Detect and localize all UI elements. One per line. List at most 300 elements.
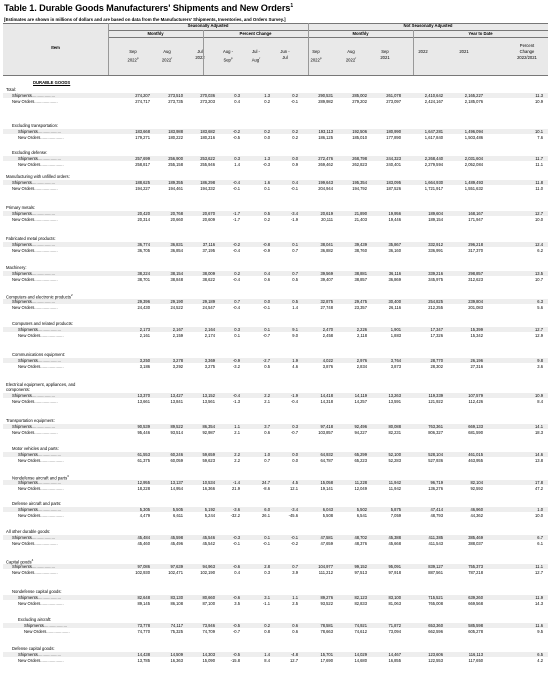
seasonally-adjusted-heading: Seasonally Adjusted xyxy=(187,23,229,28)
table-cell: 11.6 xyxy=(535,623,543,628)
table-cell: 45,460 xyxy=(137,541,150,546)
group-title xyxy=(6,205,35,210)
column-heading xyxy=(272,49,298,61)
table-cell: 189,154 xyxy=(428,217,443,222)
table-cell: 5,505 xyxy=(172,507,183,512)
column-heading-line2: 2022$^r$ xyxy=(161,56,173,63)
table-cell: 26.1 xyxy=(262,513,270,518)
table-cell: 80,660 xyxy=(202,595,215,600)
table-cell: 6.2 xyxy=(537,248,543,253)
leader-dots: .................... xyxy=(31,271,56,276)
leader-dots: .................... xyxy=(31,299,56,304)
row-label: New Orders.................... xyxy=(18,364,64,369)
table-cell: 27,316 xyxy=(470,364,483,369)
table-cell: 26,196 xyxy=(470,358,483,363)
table-cell: 116,113 xyxy=(468,652,483,657)
leader-dots: .................... xyxy=(31,180,56,185)
group-title-text: Defense capital goods: xyxy=(12,646,55,651)
table-cell: 90,539 xyxy=(137,424,150,429)
table-cell: 45,484 xyxy=(137,535,150,540)
table-cell: 1,617,840 xyxy=(424,135,443,140)
row-label: Shipments.................... xyxy=(18,507,62,512)
table-cell: 78,581 xyxy=(320,623,333,628)
leader-dots: .................... xyxy=(34,99,58,104)
group-title-text: Communications equipment: xyxy=(12,352,66,357)
table-cell: 60,246 xyxy=(170,452,183,457)
table-cell: 36,882 xyxy=(320,248,333,253)
row-label: New Orders.................... xyxy=(24,629,70,634)
table-cell: 45,668 xyxy=(388,541,401,546)
table-cell: 36,854 xyxy=(170,248,183,253)
table-cell: 2,279,594 xyxy=(424,162,443,167)
table-cell: 268,798 xyxy=(352,156,367,161)
row-label: New Orders.................... xyxy=(12,217,58,222)
table-cell: 24,522 xyxy=(170,305,183,310)
table-cell: 279,202 xyxy=(352,99,367,104)
table-cell: 10.9 xyxy=(535,99,543,104)
group-title-text: Capital goods xyxy=(6,559,32,565)
row-label: New Orders.................... xyxy=(12,99,58,104)
column-heading-line1: Jun - xyxy=(280,49,290,54)
table-cell: 112,426 xyxy=(468,399,483,404)
table-cell: 258,817 xyxy=(135,162,150,167)
table-cell: 14,509 xyxy=(170,652,183,657)
table-cell: 183,668 xyxy=(135,129,150,134)
table-cell: 36,116 xyxy=(388,271,401,276)
row-label: Shipments.................... xyxy=(12,93,56,98)
column-heading xyxy=(445,49,483,55)
group-title xyxy=(6,174,70,179)
table-cell: 681,590 xyxy=(468,430,483,435)
table-cell: 4.2 xyxy=(537,658,543,663)
table-cell: 20,609 xyxy=(202,217,215,222)
table-cell: 11,942 xyxy=(388,486,401,491)
leader-dots: .................... xyxy=(31,564,56,569)
table-cell: 83,130 xyxy=(170,595,183,600)
table-cell: 45,546 xyxy=(202,535,215,540)
table-cell: -0.7 xyxy=(290,430,298,435)
table-cell: 30,400 xyxy=(388,299,401,304)
table-cell: 16,855 xyxy=(388,658,401,663)
table-cell: 10.9 xyxy=(535,393,543,398)
table-cell: 3.9 xyxy=(292,570,298,575)
leader-dots: .................... xyxy=(31,93,56,98)
table-cell: 102,471 xyxy=(168,570,183,575)
leader-dots: .................... xyxy=(37,129,62,134)
table-cell: 12.4 xyxy=(535,242,543,247)
table-cell: 29,396 xyxy=(137,299,150,304)
table-cell: -1.9 xyxy=(290,217,298,222)
table-cell: 273,097 xyxy=(386,99,401,104)
group-title xyxy=(12,446,59,451)
table-cell: 38,041 xyxy=(320,242,333,247)
table-cell: 19,956 xyxy=(388,211,401,216)
table-cell: 194,792 xyxy=(352,186,367,191)
row-label: Shipments.................... xyxy=(12,180,56,185)
table-cell: 1.3 xyxy=(264,156,270,161)
table-cell: -0.7 xyxy=(262,333,270,338)
table-cell: 12.1 xyxy=(290,486,298,491)
monthly-heading: Monthly xyxy=(147,31,164,36)
row-label: Shipments.................... xyxy=(12,564,56,569)
table-cell: 47,581 xyxy=(320,535,333,540)
monthly-ytd-divider xyxy=(413,30,414,75)
table-cell: 186,298 xyxy=(200,180,215,185)
table-cell: 47.2 xyxy=(535,486,543,491)
row-label: New Orders.................... xyxy=(18,513,64,518)
table-cell: 5,875 xyxy=(390,507,401,512)
row-label: New Orders.................... xyxy=(18,658,64,663)
group-title xyxy=(6,87,16,92)
column-heading-line2: Sep$^p$ xyxy=(223,56,233,63)
table-cell: 262,823 xyxy=(352,162,367,167)
table-cell: 839,127 xyxy=(428,564,443,569)
table-cell: 95,446 xyxy=(137,430,150,435)
table-cell: 0.4 xyxy=(234,570,240,575)
table-cell: 0.2 xyxy=(264,217,270,222)
table-cell: -0.4 xyxy=(232,277,240,282)
table-cell: -0.3 xyxy=(262,162,270,167)
column-heading-line1: Sep xyxy=(381,49,389,54)
table-cell: 12.7 xyxy=(535,327,543,332)
leader-dots: .................... xyxy=(31,211,56,216)
table-title: Table 1. Durable Goods Manufacturers' Shipments and New Orders$^1$ xyxy=(4,3,293,14)
table-cell: 183,682 xyxy=(200,129,215,134)
leader-dots: .................... xyxy=(40,135,64,140)
row-label: New Orders.................... xyxy=(12,399,58,404)
table-cell: -0.6 xyxy=(232,564,240,569)
table-cell: 102,930 xyxy=(135,570,150,575)
table-cell: 273,203 xyxy=(200,99,215,104)
sa-rule xyxy=(108,30,308,31)
row-label: Shipments.................... xyxy=(12,424,56,429)
table-cell: 82,231 xyxy=(388,430,401,435)
year-to-date-heading: Year to Date xyxy=(468,31,493,36)
table-cell: 240,401 xyxy=(386,162,401,167)
table-cell: 82,104 xyxy=(470,480,483,485)
table-cell: -0.4 xyxy=(232,248,240,253)
table-cell: 38,154 xyxy=(170,271,183,276)
table-cell: 16,363 xyxy=(170,658,183,663)
row-label: New Orders.................... xyxy=(18,162,64,167)
leader-dots: .................... xyxy=(37,452,62,457)
table-cell: 38,760 xyxy=(354,248,367,253)
table-cell: 73,778 xyxy=(137,623,150,628)
table-cell: 192,506 xyxy=(352,129,367,134)
table-cell: 5,508 xyxy=(322,513,333,518)
table-cell: 290,531 xyxy=(318,93,333,98)
table-cell: 185,010 xyxy=(352,135,367,140)
leader-dots: .................... xyxy=(43,623,68,628)
row-label: New Orders.................... xyxy=(12,248,58,253)
table-cell: 44,362 xyxy=(470,513,483,518)
table-cell: 285,002 xyxy=(352,93,367,98)
table-cell: 17,326 xyxy=(430,333,443,338)
group-title xyxy=(12,123,58,128)
table-cell: 194,227 xyxy=(135,186,150,191)
table-cell: 39,569 xyxy=(320,271,333,276)
table-cell: 1.1 xyxy=(234,424,240,429)
table-cell: 94,963 xyxy=(202,564,215,569)
table-cell: 0.3 xyxy=(234,93,240,98)
table-cell: 2,159 xyxy=(172,333,183,338)
table-cell: 78,663 xyxy=(320,629,333,634)
table-cell: 74,921 xyxy=(354,623,367,628)
table-cell: 74,612 xyxy=(354,629,367,634)
table-cell: 73,946 xyxy=(202,623,215,628)
table-cell: 39,407 xyxy=(320,277,333,282)
group-title-text: Computers and related products: xyxy=(12,321,73,326)
table-cell: 2,458 xyxy=(322,333,333,338)
table-cell: 9.5 xyxy=(537,629,543,634)
table-cell: 93,522 xyxy=(320,601,333,606)
column-heading-line1: Sep xyxy=(129,49,137,54)
table-cell: 21.9 xyxy=(232,486,240,491)
table-cell: 32,875 xyxy=(320,299,333,304)
table-cell: 29,190 xyxy=(170,299,183,304)
header-bottom-rule xyxy=(3,75,548,76)
leader-dots: .................... xyxy=(34,248,58,253)
table-cell: 93,514 xyxy=(170,430,183,435)
table-cell: 2.5 xyxy=(292,601,298,606)
table-cell: 528,104 xyxy=(428,452,443,457)
table-cell: 14,318 xyxy=(320,399,333,404)
leader-dots: .................... xyxy=(34,277,58,282)
table-cell: 2,174 xyxy=(204,333,215,338)
monthly-nsa-heading: Monthly xyxy=(352,31,369,36)
table-cell: 59,659 xyxy=(202,452,215,457)
table-cell: 3,186 xyxy=(139,364,150,369)
group-title xyxy=(6,418,55,423)
table-cell: 0.3 xyxy=(234,156,240,161)
table-cell: 104,977 xyxy=(318,564,333,569)
table-cell: -0.2 xyxy=(290,541,298,546)
table-cell: 201,083 xyxy=(468,305,483,310)
row-label: Shipments.................... xyxy=(24,623,68,628)
table-cell: 180,222 xyxy=(168,135,183,140)
table-cell: 5,192 xyxy=(204,507,215,512)
table-cell: 111,212 xyxy=(318,570,333,575)
row-label: New Orders.................... xyxy=(12,305,58,310)
table-cell: 0.6 xyxy=(292,629,298,634)
group-title-text: Electrical equipment, appliances, and components: xyxy=(6,382,76,392)
leader-dots: .................... xyxy=(34,541,58,546)
table-cell: 2,834 xyxy=(356,364,367,369)
column-heading-line2: 2022$^p$ xyxy=(127,56,139,63)
table-cell: 89,276 xyxy=(320,595,333,600)
group-title-text: Excluding transportation: xyxy=(12,123,59,128)
column-heading-footnote: r xyxy=(171,56,173,60)
table-cell: 11.3 xyxy=(535,93,543,98)
table-cell: 1.4 xyxy=(264,652,270,657)
table-cell: 0.2 xyxy=(292,129,298,134)
table-cell: 1.4 xyxy=(234,162,240,167)
table-cell: 5,305 xyxy=(139,507,150,512)
table-cell: 2.8 xyxy=(264,564,270,569)
table-cell: 0.2 xyxy=(292,93,298,98)
table-cell: -0.1 xyxy=(290,99,298,104)
leader-dots: .................... xyxy=(40,333,64,338)
column-heading xyxy=(369,49,401,61)
table-cell: 0.2 xyxy=(264,623,270,628)
table-cell: 274,207 xyxy=(135,93,150,98)
table-cell: 13,591 xyxy=(388,399,401,404)
table-cell: 15,342 xyxy=(470,333,483,338)
table-cell: 13,841 xyxy=(170,399,183,404)
table-cell: 2.2 xyxy=(234,458,240,463)
table-cell: -0.5 xyxy=(232,135,240,140)
row-label: Shipments.................... xyxy=(18,327,62,332)
table-cell: 9.0 xyxy=(292,333,298,338)
table-cell: 14,438 xyxy=(137,652,150,657)
table-cell: 257,699 xyxy=(135,156,150,161)
table-cell: 11.7 xyxy=(535,156,543,161)
group-title-footnote: 4 xyxy=(31,558,34,562)
group-title-text: Motor vehicles and parts: xyxy=(12,446,59,451)
column-heading xyxy=(335,49,367,63)
table-cell: 26,116 xyxy=(388,305,401,310)
group-title-footnote: 2 xyxy=(70,293,73,297)
table-cell: 0.0 xyxy=(292,458,298,463)
table-cell: 2,165,227 xyxy=(464,93,483,98)
column-heading xyxy=(242,49,270,63)
group-title xyxy=(12,352,65,357)
row-label: New Orders.................... xyxy=(12,277,58,282)
row-label: Shipments.................... xyxy=(12,242,56,247)
group-title xyxy=(12,646,55,651)
table-cell: -4.8 xyxy=(290,652,298,657)
table-cell: 21,890 xyxy=(354,211,367,216)
table-cell: 0.9 xyxy=(292,162,298,167)
table-cell: 12,049 xyxy=(354,486,367,491)
table-cell: 2,161 xyxy=(139,333,150,338)
table-cell: 3,278 xyxy=(172,358,183,363)
table-cell: 345,975 xyxy=(428,277,443,282)
row-label: Shipments.................... xyxy=(12,393,56,398)
table-cell: 0.7 xyxy=(292,248,298,253)
column-heading-line1: Percent Change xyxy=(519,43,535,54)
table-cell: -0.2 xyxy=(232,129,240,134)
table-cell: 75,325 xyxy=(170,629,183,634)
table-cell: 97,086 xyxy=(137,564,150,569)
header-top-rule xyxy=(3,23,548,24)
leader-dots: .................... xyxy=(40,486,64,491)
table-cell: 17,347 xyxy=(430,327,443,332)
table-cell: 8.4 xyxy=(537,399,543,404)
table-cell: 47,659 xyxy=(320,541,333,546)
column-heading-line2: Aug$^r$ xyxy=(251,56,261,63)
table-cell: 29,475 xyxy=(354,299,367,304)
table-cell: 14,257 xyxy=(354,399,367,404)
table-cell: 261,078 xyxy=(386,93,401,98)
table-cell: 59,623 xyxy=(202,458,215,463)
group-title-text: Fabricated metal products: xyxy=(6,236,56,241)
table-cell: 13,661 xyxy=(137,399,150,404)
table-cell: 10.7 xyxy=(535,277,543,282)
table-cell: 6.3 xyxy=(537,299,543,304)
column-heading-footnote: r xyxy=(259,56,261,60)
section-title: DURABLE GOODS xyxy=(33,80,71,85)
table-cell: 1,647,281 xyxy=(424,129,443,134)
table-cell: 2,185,076 xyxy=(464,99,483,104)
table-cell: 123,606 xyxy=(428,652,443,657)
table-cell: 2,167 xyxy=(172,327,183,332)
table-cell: 1.0 xyxy=(537,507,543,512)
leader-dots: .................... xyxy=(40,458,64,463)
table-cell: 13,137 xyxy=(170,480,183,485)
table-cell: 19,141 xyxy=(320,486,333,491)
table-cell: 38,857 xyxy=(354,277,367,282)
table-cell: 0.0 xyxy=(264,135,270,140)
column-heading-line1: Jul xyxy=(197,49,203,54)
table-cell: 1.9 xyxy=(292,358,298,363)
table-cell: -3.6 xyxy=(232,507,240,512)
table-cell: 64,932 xyxy=(320,452,333,457)
table-cell: 336,991 xyxy=(428,248,443,253)
row-label: Shipments.................... xyxy=(12,211,56,216)
nsa-rule xyxy=(308,30,548,31)
column-heading-line1: Aug xyxy=(163,49,171,54)
leader-dots: .................... xyxy=(37,507,62,512)
table-cell: 765,008 xyxy=(428,601,443,606)
table-cell: 183,095 xyxy=(386,180,401,185)
table-cell: 0.5 xyxy=(264,364,270,369)
table-cell: 0.2 xyxy=(264,129,270,134)
table-cell: 2,052,084 xyxy=(464,162,483,167)
table-cell: 24,430 xyxy=(137,305,150,310)
table-cell: -0.9 xyxy=(232,358,240,363)
row-label: New Orders.................... xyxy=(12,186,58,191)
table-cell: 194,461 xyxy=(168,186,183,191)
table-cell: 14,029 xyxy=(354,652,367,657)
table-cell: 45,496 xyxy=(170,541,183,546)
column-heading xyxy=(116,49,150,63)
table-cell: 3,764 xyxy=(390,358,401,363)
table-cell: 273,510 xyxy=(168,93,183,98)
table-cell: 2,226 xyxy=(356,327,367,332)
column-heading xyxy=(151,49,183,63)
group-title-text: Defense aircraft and parts: xyxy=(12,501,62,506)
table-cell: 195,354 xyxy=(352,180,367,185)
column-heading-line1: Jul - xyxy=(252,49,260,54)
table-cell: 669,133 xyxy=(468,424,483,429)
leader-dots: .................... xyxy=(37,327,62,332)
leader-dots: .................... xyxy=(40,601,64,606)
monthly-pct-divider xyxy=(203,30,204,75)
column-heading-line2: 2021 xyxy=(459,49,469,54)
table-cell: 74,117 xyxy=(170,623,183,628)
table-cell: 45,542 xyxy=(202,541,215,546)
table-cell: 82,123 xyxy=(354,595,367,600)
table-cell: 17.8 xyxy=(535,480,543,485)
table-cell: 13.5 xyxy=(535,271,543,276)
table-cell: 6.7 xyxy=(537,535,543,540)
table-cell: 39,439 xyxy=(354,242,367,247)
table-cell: -45.6 xyxy=(288,513,298,518)
table-cell: 10.0 xyxy=(535,217,543,222)
group-title-text: All other durable goods: xyxy=(6,529,51,534)
table-cell: 5,502 xyxy=(356,507,367,512)
leader-dots: .................... xyxy=(31,393,56,398)
table-cell: 0.2 xyxy=(264,99,270,104)
item-divider xyxy=(108,23,109,75)
table-cell: 6,541 xyxy=(356,513,367,518)
table-cell: 15,090 xyxy=(202,658,215,663)
table-cell: -0.1 xyxy=(232,186,240,191)
table-cell: 52,100 xyxy=(388,452,401,457)
table-cell: 14,418 xyxy=(320,393,333,398)
table-cell: 332,912 xyxy=(428,242,443,247)
